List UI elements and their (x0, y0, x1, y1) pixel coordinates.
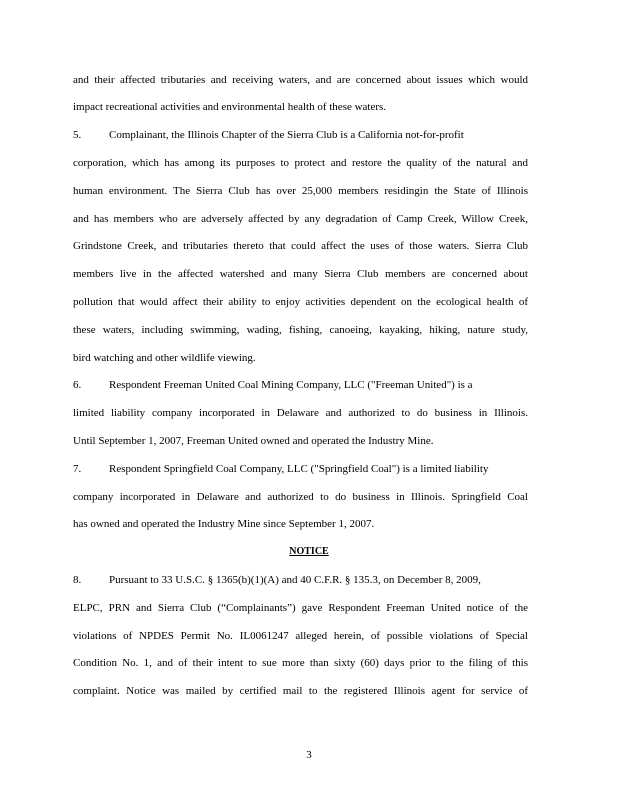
line-text: bird watching and other wildlife viewing. (73, 352, 256, 364)
paragraph-5-first-line (73, 128, 528, 142)
body-line (73, 601, 528, 615)
body-line (73, 629, 528, 643)
line-text: has owned and operated the Industry Mine since September 1, 2007. (73, 518, 375, 530)
body-line (73, 100, 528, 114)
line-text: violations of NPDES Permit No. IL0061247 alleged herein, of possible violations of Special (73, 630, 528, 642)
line-text: Respondent Springfield Coal Company, LLC ("Springfield Coal") is a limited liability (109, 463, 489, 475)
body-line (73, 73, 528, 87)
line-text: and their affected tributaries and receiving waters, and are concerned about issues which would (73, 74, 528, 86)
line-text: human environment. The Sierra Club has over 25,000 members residingin the State of Illinois (73, 185, 528, 197)
line-text: ELPC, PRN and Sierra Club (“Complainants”) gave Respondent Freeman United notice of the (73, 602, 528, 614)
body-line (73, 267, 528, 281)
body-line (73, 656, 528, 670)
line-text: Condition No. 1, and of their intent to sue more than sixty (60) days prior to the filing of this (73, 657, 528, 669)
paragraph-number: 7. (73, 463, 82, 475)
body-line (73, 684, 528, 698)
line-text: corporation, which has among its purposes to protect and restore the quality of the natural and (73, 157, 528, 169)
page-number: 3 (306, 749, 312, 761)
line-text: and has members who are adversely affected by any degradation of Camp Creek, Willow Creek, (73, 213, 528, 225)
body-line (73, 295, 528, 309)
body-line (73, 212, 528, 226)
body-line (73, 323, 528, 337)
body-line (73, 184, 528, 198)
line-text: members live in the affected watershed and many Sierra Club members are concerned about (73, 268, 528, 280)
line-text: complaint. Notice was mailed by certified mail to the registered Illinois agent for service of (73, 685, 528, 697)
line-text: Complainant, the Illinois Chapter of the Sierra Club is a California not-for-profit (109, 129, 464, 141)
paragraph-6-first-line (73, 378, 528, 392)
line-text: these waters, including swimming, wading, fishing, canoeing, kayaking, hiking, nature study, (73, 324, 528, 336)
line-text: limited liability company incorporated in Delaware and authorized to do business in Illinois. (73, 407, 528, 419)
paragraph-number: 8. (73, 574, 82, 586)
line-text: Pursuant to 33 U.S.C. § 1365(b)(1)(A) and 40 C.F.R. § 135.3, on December 8, 2009, (109, 574, 481, 586)
line-text: pollution that would affect their ability to enjoy activities dependent on the ecological health of (73, 296, 528, 308)
paragraph-8-first-line (73, 573, 528, 587)
body-line (73, 239, 528, 253)
paragraph-7-first-line (73, 462, 528, 476)
line-text: impact recreational activities and environmental health of these waters. (73, 101, 387, 113)
body-line (73, 490, 528, 504)
body-line (73, 406, 528, 420)
section-heading (0, 545, 618, 559)
section-heading-text: NOTICE (289, 546, 329, 557)
body-line (73, 351, 528, 365)
body-line (73, 156, 528, 170)
body-line (73, 517, 528, 531)
line-text: Grindstone Creek, and tributaries thereto that could affect the uses of those waters. Sierra Club (73, 240, 528, 252)
line-text: Until September 1, 2007, Freeman United owned and operated the Industry Mine. (73, 435, 434, 447)
paragraph-number: 6. (73, 379, 82, 391)
body-line (73, 434, 528, 448)
paragraph-number: 5. (73, 129, 82, 141)
line-text: company incorporated in Delaware and authorized to do business in Illinois. Springfield Coal (73, 491, 528, 503)
line-text: Respondent Freeman United Coal Mining Company, LLC ("Freeman United") is a (109, 379, 473, 391)
